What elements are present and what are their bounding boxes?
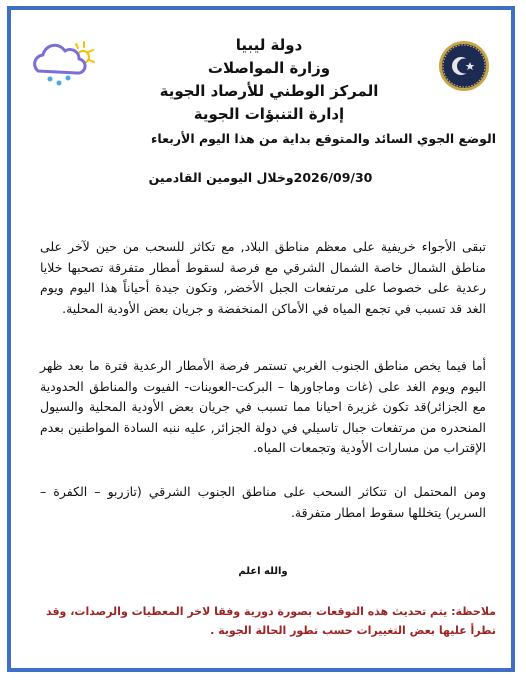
header-ministry: وزارة المواصلات bbox=[207, 59, 331, 77]
header-center: المركز الوطني للأرصاد الجوية bbox=[159, 82, 379, 100]
paragraph-north: تبقى الأجواء خريفية على معظم مناطق البلاد, مع تكاثر للسحب من حين لآخر على مناطق الشمال خاصة الشمال الشرقي مع فرصة لسقوط أمطار متفرقة تصحبها خلايا رعدية على خصوصا على مرتفعات الجبل الأخضر, وتكون جيدة أحياناً هذا اليوم ويوم الغد قد تسبب في تجمع المياه في الأماكن المنخفضة و جريان بعض الأودية المحلية. bbox=[40, 239, 486, 316]
libya-emblem-icon bbox=[438, 40, 490, 92]
forecast-title: الوضع الجوي السائد والمتوقع بداية من هذا اليوم الأربعاء bbox=[151, 131, 496, 146]
forecast-date: 2026/09/30وخلال اليومين القادمين bbox=[148, 170, 373, 185]
header-country: دولة ليبيا bbox=[235, 36, 303, 54]
header-department: إدارة التنبؤات الجوية bbox=[193, 105, 345, 123]
update-note: ملاحظة: يتم تحديث هذه التوقعات بصورة دورية وفقا لاخر المعطيات والرصدات، وقد تطرأ عليها بعض التغييرات حسب تطور الحالة الجوية . bbox=[46, 605, 496, 637]
cloud-sun-rain-icon bbox=[28, 38, 98, 88]
paragraph-southeast: ومن المحتمل ان تتكاثر السحب على مناطق الجنوب الشرقي (تازربو – الكفرة – السرير) يتخللها سقوط امطار متفرقة. bbox=[40, 484, 486, 520]
closing-phrase: والله اعلم bbox=[238, 566, 288, 577]
paragraph-southwest: أما فيما يخص مناطق الجنوب الغربي تستمر فرصة الأمطار الرعدية فترة ما بعد ظهر اليوم ويوم الغد على (غات وماجاورها – البركت-العوينات- الفيوت والمناطق الحدودية مع الجزائر)قد تكون غزيرة احيانا مما تسبب في جريان بعض الأودية المحلية والسيول المنحدره من مرتفعات جبال تاسيلي في دولة الجزائر, عليه ننبه السادة المواطنين بعدم الإقتراب من مسارات الأودية وتجمعات المياه. bbox=[40, 358, 486, 455]
ministry-header bbox=[104, 34, 434, 126]
